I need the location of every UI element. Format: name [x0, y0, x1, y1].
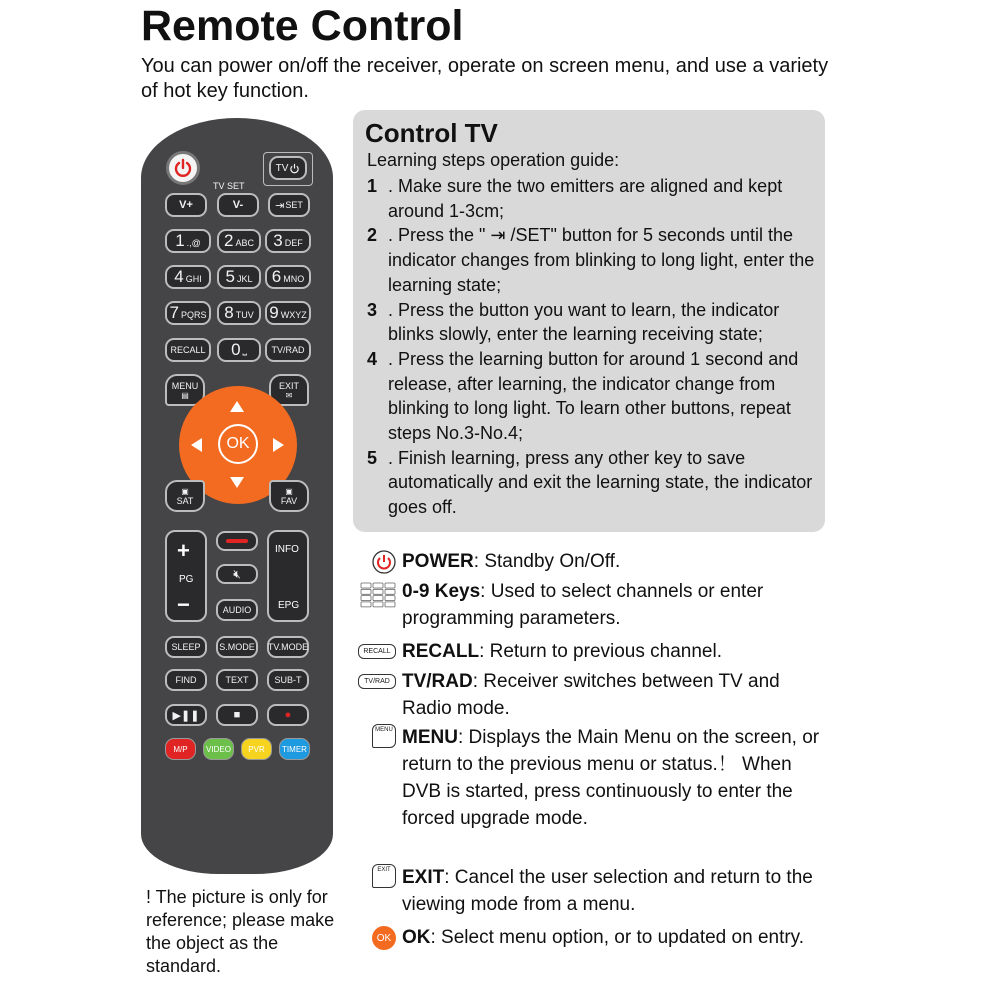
- input-source-icon: ⇥: [275, 199, 285, 212]
- page-down-icon: −: [177, 592, 190, 617]
- play-pause-icon: ▶❚❚: [172, 709, 200, 722]
- guide-step-number: 4: [367, 348, 378, 369]
- number-key-digit: 5: [225, 267, 235, 286]
- guide-step-text: . Press the learning button for around 1 second and release, after learning, the indicator change from blinking to long light. To learn other buttons, repeat steps No.3-No.4;: [388, 348, 799, 444]
- legend-description: : Standby On/Off.: [473, 551, 621, 572]
- audio-button[interactable]: AUDIO: [216, 599, 258, 621]
- learning-guide-panel: [353, 110, 825, 532]
- power-button[interactable]: [166, 151, 200, 185]
- number-key-1[interactable]: [165, 229, 211, 253]
- legend-key-name: TV/RAD: [402, 671, 473, 692]
- guide-step: [367, 298, 817, 347]
- page-rocker[interactable]: [165, 530, 207, 622]
- legend-text: [402, 924, 822, 951]
- number-key-digit: 8: [224, 303, 234, 322]
- exit-icon: EXIT: [372, 864, 396, 888]
- number-key-digit: 6: [271, 267, 282, 286]
- number-key-letters: ABC: [235, 237, 254, 248]
- exit-label: EXIT: [278, 380, 299, 391]
- volume-up-button[interactable]: V+: [165, 193, 207, 217]
- legend-key-name: RECALL: [402, 641, 480, 662]
- guide-step-text: . Finish learning, press any other key to save automatically and exit the learning state, the indicator goes off.: [388, 447, 813, 518]
- exit-icon: ✉: [285, 390, 293, 400]
- play-pause-button[interactable]: [165, 704, 207, 726]
- sub-t-button[interactable]: SUB-T: [267, 669, 309, 691]
- stop-icon: ■: [233, 709, 241, 721]
- legend-text: [402, 578, 822, 632]
- record-icon: ●: [284, 709, 292, 721]
- guide-step: [367, 446, 817, 520]
- guide-steps: [367, 174, 817, 520]
- number-key-7[interactable]: [165, 301, 211, 325]
- recall-icon: RECALL: [358, 644, 396, 659]
- tv-rad-button[interactable]: TV/RAD: [265, 338, 311, 362]
- tv-power-button[interactable]: [269, 156, 307, 180]
- sat-button[interactable]: [165, 480, 205, 512]
- number-key-9[interactable]: [265, 301, 311, 325]
- fav-button[interactable]: [269, 480, 309, 512]
- legend-description: : Select menu option, or to updated on entry.: [430, 927, 805, 948]
- number-key-3[interactable]: [265, 229, 311, 253]
- legend-text: [402, 724, 822, 832]
- legend-description: : Receiver switches between TV and Radio mode.: [402, 671, 780, 719]
- legend-key-name: MENU: [402, 727, 458, 748]
- s-mode-button[interactable]: S.MODE: [216, 636, 258, 658]
- sat-icon: ▣: [181, 486, 189, 496]
- guide-step-number: 3: [367, 299, 378, 320]
- volume-down-button[interactable]: V-: [217, 193, 259, 217]
- number-key-letters: DEF: [284, 237, 303, 248]
- page-subtitle: You can power on/off the receiver, operate on screen menu, and use a variety of hot key function.: [141, 55, 829, 102]
- page-label: PG: [179, 574, 194, 585]
- remote-control-image: [141, 118, 333, 874]
- legend-text: [402, 548, 822, 575]
- number-key-letters: .,@: [186, 237, 201, 248]
- guide-step-text: . Press the button you want to learn, the indicator blinks slowly, enter the learning receiving state;: [388, 299, 780, 345]
- tv-power-icon: [289, 163, 300, 174]
- number-key-digit: 4: [174, 267, 184, 286]
- legend-key-name: OK: [402, 927, 431, 948]
- set-label: SET: [285, 200, 303, 210]
- stop-button[interactable]: [216, 704, 258, 726]
- number-key-digit: 9: [269, 303, 279, 322]
- page-title: Remote Control: [141, 2, 464, 50]
- right-arrow-button[interactable]: [273, 438, 284, 452]
- keypad-icon: [360, 582, 396, 613]
- find-button[interactable]: FIND: [165, 669, 207, 691]
- number-key-letters: GHI: [185, 273, 202, 284]
- menu-icon: ▤: [181, 390, 189, 400]
- reference-note: ! The picture is only for reference; please make the object as the standard.: [146, 887, 335, 976]
- left-arrow-button[interactable]: [191, 438, 202, 452]
- ok-icon: OK: [372, 926, 396, 950]
- zero-label: 0: [231, 340, 241, 359]
- legend-text: [402, 638, 822, 665]
- mute-icon: 🔇︎: [233, 566, 241, 581]
- legend-description: : Displays the Main Menu on the screen, or return to the previous menu or status.！ When DVB is started, press continuously to enter the forced upgrade mode.: [402, 727, 820, 829]
- menu-icon: MENU: [372, 724, 396, 748]
- menu-label: MENU: [171, 380, 199, 391]
- color-key-mp[interactable]: M/P: [165, 738, 196, 760]
- legend-text: [402, 864, 822, 918]
- guide-step-number: 1: [367, 176, 378, 196]
- color-key-video[interactable]: VIDEO: [203, 738, 234, 760]
- text-button[interactable]: TEXT: [216, 669, 258, 691]
- color-key-timer[interactable]: TIMER: [279, 738, 310, 760]
- guide-step: [367, 174, 817, 223]
- power-icon: [173, 158, 193, 178]
- guide-step-number: 2: [367, 225, 378, 246]
- number-key-letters: WXYZ: [280, 309, 307, 320]
- number-key-letters: PQRS: [180, 309, 207, 320]
- number-key-2[interactable]: [217, 229, 261, 253]
- legend-key-name: EXIT: [402, 867, 445, 888]
- number-key-digit: 3: [273, 231, 283, 250]
- guide-step-number: 5: [367, 447, 378, 468]
- guide-step: [367, 347, 817, 446]
- legend-description: : Used to select channels or enter programming parameters.: [402, 581, 764, 629]
- guide-title: Control TV: [365, 118, 498, 148]
- guide-intro: Learning steps operation guide:: [367, 150, 620, 170]
- number-key-4[interactable]: [165, 265, 211, 289]
- number-key-6[interactable]: [265, 265, 311, 289]
- legend-key-name: POWER: [402, 551, 474, 572]
- number-key-8[interactable]: [217, 301, 261, 325]
- power-icon: [372, 550, 396, 579]
- sat-label: SAT: [176, 495, 194, 506]
- info-epg-rocker[interactable]: [267, 530, 309, 622]
- number-key-digit: 2: [224, 231, 234, 250]
- fav-label: FAV: [280, 495, 298, 506]
- fav-icon: ▣: [285, 486, 293, 496]
- red-button[interactable]: [216, 531, 258, 551]
- record-button[interactable]: [267, 704, 309, 726]
- mute-button[interactable]: [216, 564, 258, 584]
- recall-button[interactable]: RECALL: [165, 338, 211, 362]
- ok-button[interactable]: OK: [218, 424, 258, 464]
- number-key-digit: 7: [169, 303, 179, 322]
- info-label: INFO: [275, 544, 299, 555]
- sleep-button[interactable]: SLEEP: [165, 636, 207, 658]
- red-indicator-icon: [226, 539, 248, 543]
- tv-set-label: TV SET: [213, 181, 245, 191]
- number-key-letters: JKL: [236, 273, 253, 284]
- space-icon: ⎵: [242, 343, 247, 356]
- number-key-digit: 1: [175, 231, 185, 250]
- guide-step-text: . Make sure the two emitters are aligned and kept around 1-3cm;: [388, 176, 783, 221]
- tv-mode-button[interactable]: TV.MODE: [267, 636, 309, 658]
- tvrad-icon: TV/RAD: [358, 674, 396, 689]
- zero-button[interactable]: [217, 338, 261, 362]
- set-button[interactable]: [268, 193, 310, 217]
- epg-label: EPG: [278, 600, 300, 611]
- tv-power-label: TV: [275, 162, 289, 174]
- number-key-letters: TUV: [235, 309, 254, 320]
- number-key-5[interactable]: [217, 265, 261, 289]
- page-up-icon: +: [177, 538, 190, 563]
- number-key-letters: MNO: [283, 273, 305, 284]
- legend-description: : Return to previous channel.: [479, 641, 722, 662]
- guide-step: [367, 223, 817, 297]
- up-arrow-button[interactable]: [230, 401, 244, 412]
- legend-text: [402, 668, 822, 722]
- color-key-pvr[interactable]: PVR: [241, 738, 272, 760]
- legend-description: : Cancel the user selection and return to the viewing mode from a menu.: [402, 867, 813, 915]
- down-arrow-button[interactable]: [230, 477, 244, 488]
- guide-step-text: . Press the " ⇥ /SET" button for 5 seconds until the indicator changes from blinking to long light, enter the learning state;: [388, 225, 815, 295]
- legend-key-name: 0-9 Keys: [402, 581, 481, 602]
